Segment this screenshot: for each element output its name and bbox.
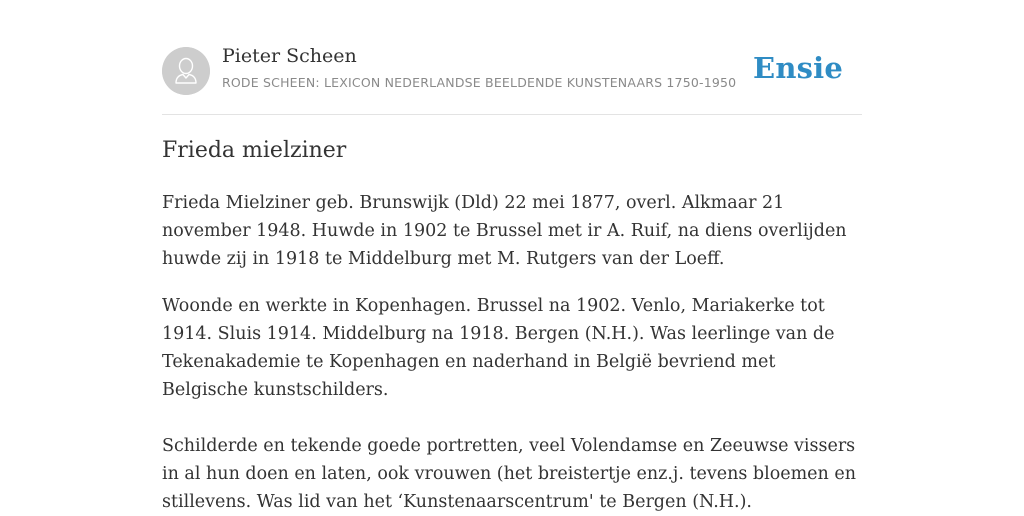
article-page: [162, 0, 862, 512]
author-avatar[interactable]: [162, 47, 210, 95]
article-title: Frieda mielziner: [162, 138, 347, 163]
paragraph-work: Schilderde en tekende goede portretten, veel Volendamse en Zeeuwse vissers in al hun doen en laten, ook vrouwen (het breistertje enz.j. tevens bloemen en stillevens. Was lid van het ‘Kunstenaarscentrum' te Bergen (N.H.).: [162, 436, 856, 512]
article-body: [162, 189, 862, 516]
paragraph-residence: Woonde en werkte in Kopenhagen. Brussel na 1902. Venlo, Mariakerke tot 1914. Sluis 1914. Middelburg na 1918. Bergen (N.H.). Was leerlinge van de Tekenakademie te Kopenhagen en naderhand in België bevriend met Belgische kunstschilders.: [162, 296, 835, 400]
article-header: [162, 0, 862, 115]
source-title[interactable]: RODE SCHEEN: LEXICON NEDERLANDSE BEELDENDE KUNSTENAARS 1750-1950: [222, 75, 737, 90]
paragraph-biography: Frieda Mielziner geb. Brunswijk (Dld) 22 mei 1877, overl. Alkmaar 21 november 1948. Huwde in 1902 te Brussel met ir A. Ruif, na diens overlijden huwde zij in 1918 te Middelburg met M. Rutgers van der Loeff.: [162, 193, 847, 269]
ensie-logo[interactable]: Ensie: [753, 51, 843, 85]
user-icon: [162, 47, 210, 95]
author-name[interactable]: Pieter Scheen: [222, 45, 357, 67]
